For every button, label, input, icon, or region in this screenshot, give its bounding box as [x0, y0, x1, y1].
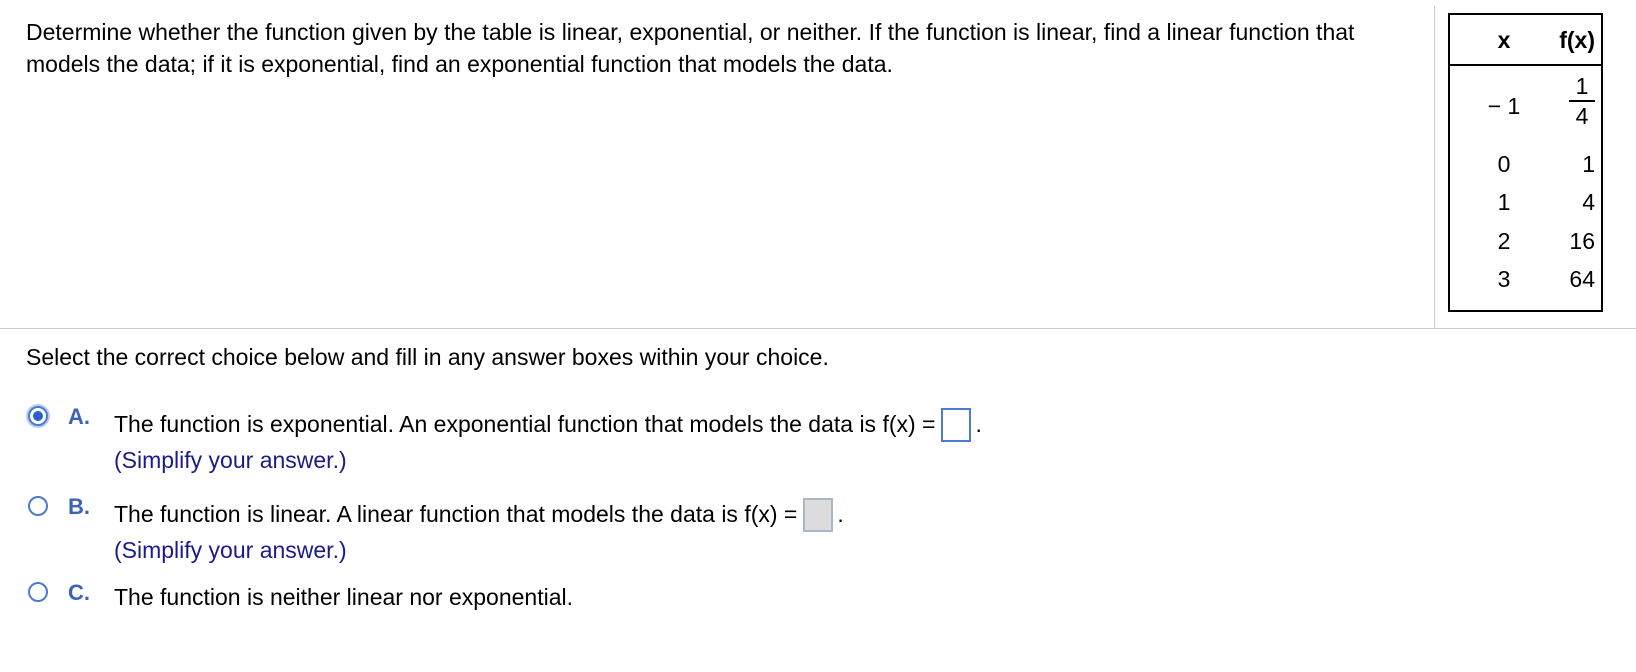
- table-cell-fx: 1: [1582, 151, 1595, 177]
- choice-a-radio[interactable]: [28, 406, 48, 426]
- table-cell-x: 2: [1497, 228, 1511, 254]
- choice-a-trailing: .: [975, 411, 982, 437]
- table-cell-fx: 64: [1569, 266, 1595, 292]
- choice-c-letter: C.: [68, 580, 90, 605]
- fraction-numerator: 1: [1575, 73, 1589, 99]
- choice-b-text: The function is linear. A linear function that models the data is f(x) =: [114, 501, 798, 527]
- table-header-rule: [1450, 64, 1601, 66]
- table-header-x: x: [1497, 27, 1511, 53]
- horizontal-divider: [0, 328, 1636, 329]
- table-cell-fx: 4: [1582, 189, 1595, 215]
- choice-a-hint: (Simplify your answer.): [114, 447, 347, 473]
- choice-c-text: The function is neither linear nor exponential.: [114, 584, 574, 610]
- choice-b-radio[interactable]: [28, 496, 48, 516]
- choice-b-letter: B.: [68, 494, 90, 519]
- vertical-divider: [1434, 6, 1435, 328]
- table-cell-x: 1: [1497, 189, 1511, 215]
- instruction-prompt: Select the correct choice below and fill in any answer boxes within your choice.: [26, 344, 829, 370]
- table-cell-x: 3: [1497, 266, 1511, 292]
- table-cell-x: − 1: [1487, 93, 1521, 119]
- choice-a-answer-box[interactable]: [941, 408, 971, 442]
- choice-a-text-line: [114, 408, 982, 442]
- choice-c-radio[interactable]: [28, 582, 48, 602]
- table-header-fx: f(x): [1559, 27, 1595, 53]
- choice-a-text: The function is exponential. An exponential function that models the data is f(x) =: [114, 411, 936, 437]
- choice-b-answer-box[interactable]: [803, 498, 833, 532]
- table-cell-fx-fraction: [1569, 75, 1595, 127]
- table-cell-x: 0: [1497, 151, 1511, 177]
- table-cell-fx: 16: [1569, 228, 1595, 254]
- fraction-bar: [1569, 100, 1595, 102]
- fraction-denominator: 4: [1575, 102, 1589, 129]
- choice-b-trailing: .: [837, 501, 844, 527]
- function-table: [1448, 13, 1603, 312]
- choice-b-text-line: [114, 498, 844, 532]
- question-text: Determine whether the function given by the table is linear, exponential, or neither. If the function is linear, find a linear function that models the data; if it is exponential, find an exponential function that models the data.: [26, 19, 1355, 77]
- choice-a-letter: A.: [68, 404, 90, 429]
- choice-b-hint: (Simplify your answer.): [114, 537, 347, 563]
